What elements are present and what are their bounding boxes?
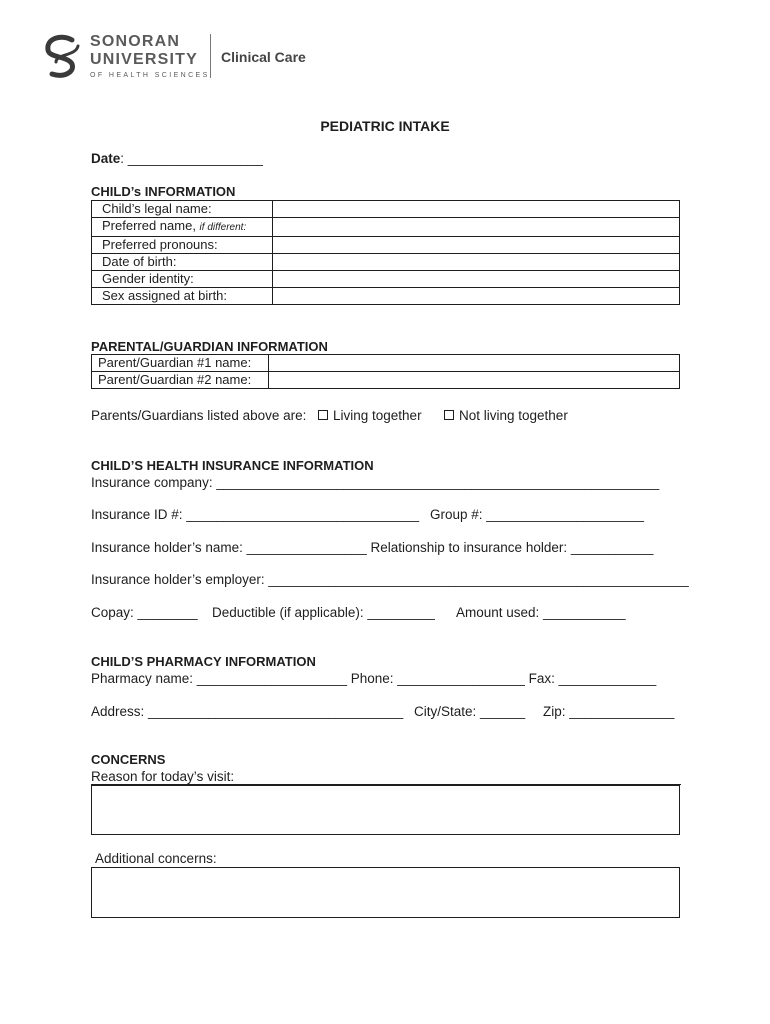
division-name: Clinical Care	[221, 49, 306, 65]
insurance-company-field[interactable]: Insurance company: ___________________________________________________________	[91, 475, 660, 490]
amount-used-field[interactable]: Amount used: ___________	[456, 605, 626, 620]
table-row	[92, 288, 680, 305]
row-label: Parent/Guardian #1 name:	[92, 355, 269, 372]
sonoran-s-icon	[42, 34, 82, 80]
insurance-heading: CHILD’S HEALTH INSURANCE INFORMATION	[91, 458, 374, 473]
reason-textarea[interactable]	[91, 785, 680, 835]
logo-line-3: OF HEALTH SCIENCES	[90, 72, 210, 79]
address-field[interactable]: Address: __________________________________	[91, 704, 404, 719]
table-row	[92, 271, 680, 288]
table-row	[92, 254, 680, 271]
row-label: Preferred pronouns:	[92, 237, 273, 254]
not-living-together-option[interactable]: Not living together	[444, 408, 568, 423]
dob-field[interactable]	[273, 254, 680, 271]
page-title: PEDIATRIC INTAKE	[320, 118, 450, 134]
holder-name-field[interactable]: Insurance holder’s name: ________________ Relationship to insurance holder: ___________	[91, 540, 654, 555]
pharmacy-heading: CHILD’S PHARMACY INFORMATION	[91, 654, 316, 669]
logo-divider	[210, 34, 211, 78]
date-blank: : __________________	[120, 151, 263, 166]
pharmacy-line-field[interactable]: Pharmacy name: ____________________ Phone: _________________ Fax: _____________	[91, 671, 657, 686]
zip-field[interactable]: Zip: ______________	[543, 704, 675, 719]
parent-info-heading: PARENTAL/GUARDIAN INFORMATION	[91, 339, 328, 354]
table-row	[92, 237, 680, 254]
legal-name-field[interactable]	[273, 201, 680, 218]
additional-textarea[interactable]	[91, 867, 680, 918]
living-together-option[interactable]: Living together	[318, 408, 422, 423]
row-label: Gender identity:	[92, 271, 273, 288]
parent2-field[interactable]	[269, 372, 680, 389]
additional-label: Additional concerns:	[95, 851, 217, 866]
pronouns-field[interactable]	[273, 237, 680, 254]
row-label: Preferred name, if different:	[92, 218, 273, 237]
preferred-name-field[interactable]	[273, 218, 680, 237]
row-label: Date of birth:	[92, 254, 273, 271]
parent1-field[interactable]	[269, 355, 680, 372]
copay-field[interactable]: Copay: ________	[91, 605, 198, 620]
date-field[interactable]	[91, 151, 263, 166]
date-label: Date	[91, 151, 121, 166]
city-state-field[interactable]: City/State: ______	[414, 704, 526, 719]
insurance-id-field[interactable]: Insurance ID #: _______________________________	[91, 507, 420, 522]
gender-identity-field[interactable]	[273, 271, 680, 288]
parent-info-table	[91, 354, 680, 389]
deductible-field[interactable]: Deductible (if applicable): _________	[212, 605, 435, 620]
holder-employer-field[interactable]: Insurance holder’s employer: ________________________________________________________	[91, 572, 689, 587]
checkbox-icon[interactable]	[444, 410, 454, 420]
living-prompt: Parents/Guardians listed above are:	[91, 408, 307, 423]
row-hint: if different:	[199, 222, 247, 233]
concerns-heading: CONCERNS	[91, 752, 166, 767]
sex-at-birth-field[interactable]	[273, 288, 680, 305]
child-info-heading: CHILD’s INFORMATION	[91, 184, 236, 199]
child-info-table	[91, 200, 680, 305]
row-label: Sex assigned at birth:	[92, 288, 273, 305]
table-row	[92, 218, 680, 237]
row-label: Parent/Guardian #2 name:	[92, 372, 269, 389]
table-row	[92, 201, 680, 218]
reason-label: Reason for today’s visit:	[91, 769, 235, 784]
table-row	[92, 355, 680, 372]
table-row	[92, 372, 680, 389]
group-number-field[interactable]: Group #: _____________________	[430, 507, 644, 522]
logo-line-2: UNIVERSITY	[90, 51, 199, 68]
row-label: Child’s legal name:	[92, 201, 273, 218]
logo-line-1: SONORAN	[90, 33, 181, 50]
checkbox-icon[interactable]	[318, 410, 328, 420]
